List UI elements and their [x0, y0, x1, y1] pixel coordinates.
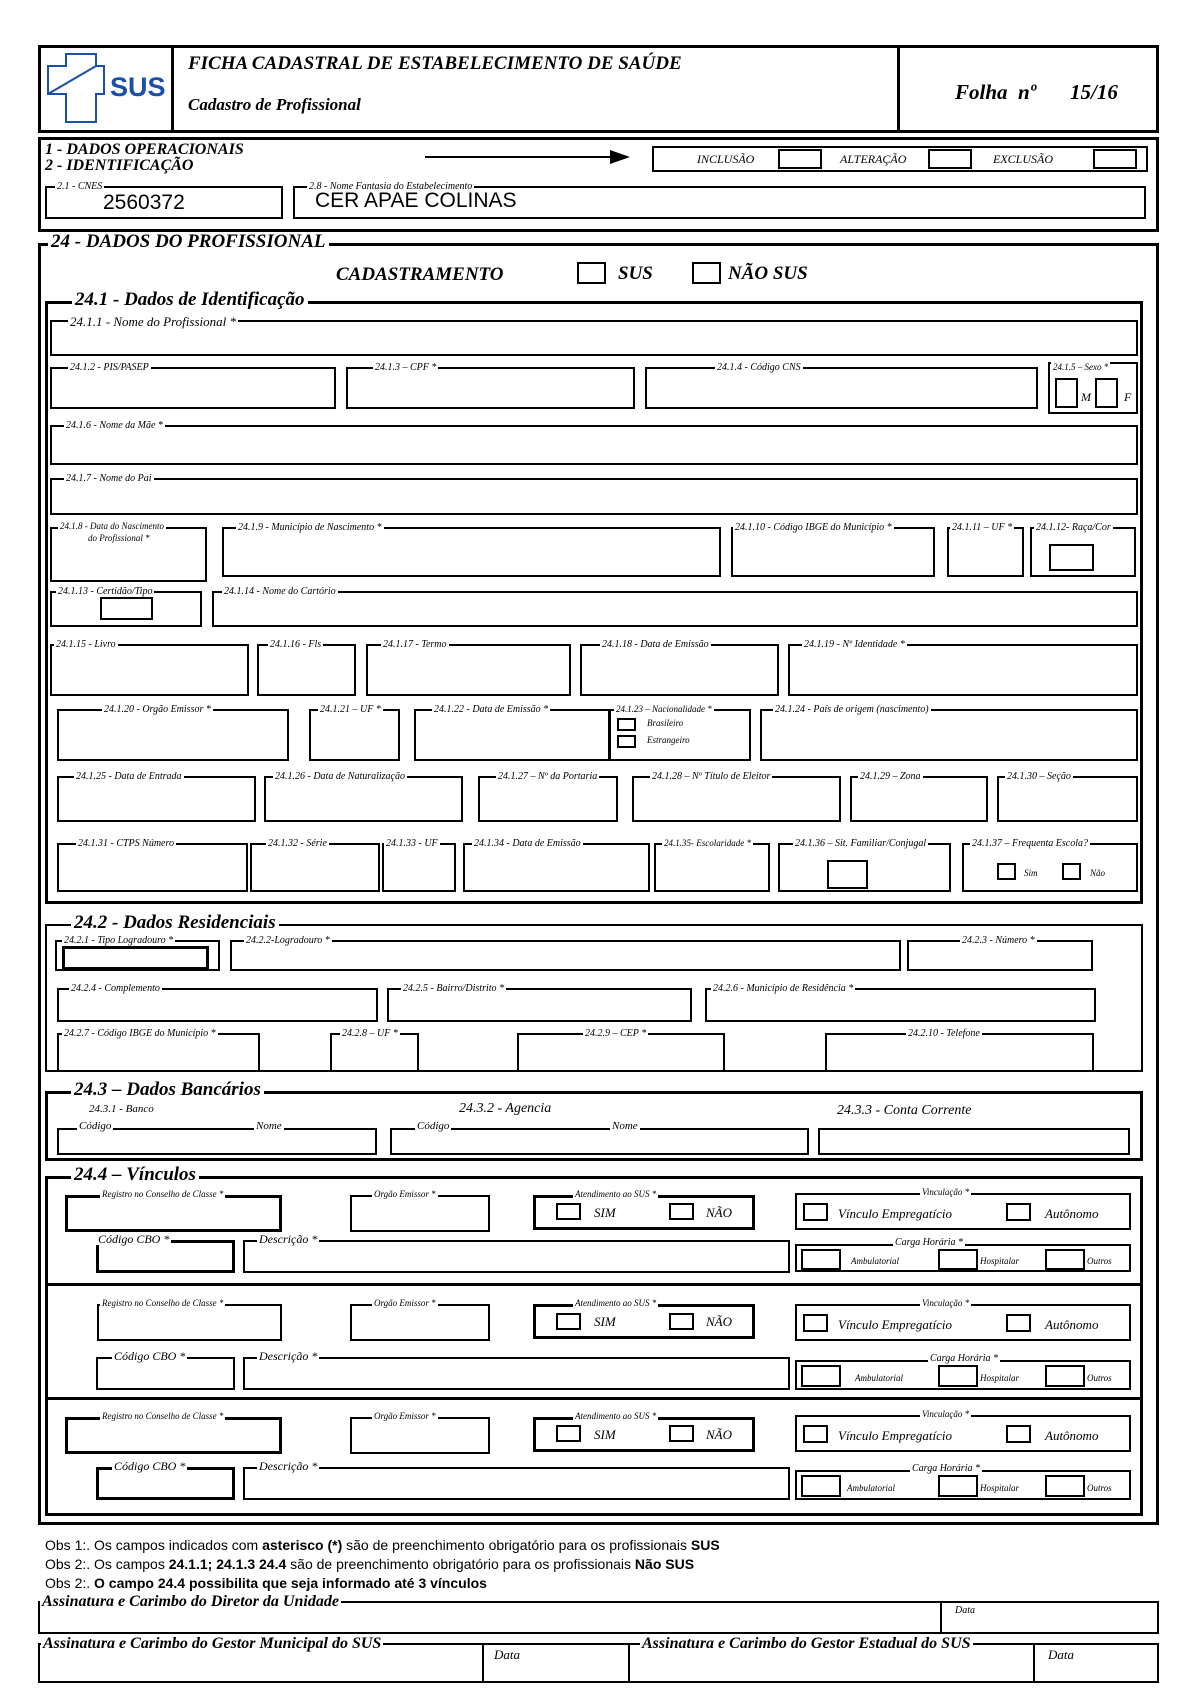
vinculo-3-sus-sim-label: SIM [594, 1427, 616, 1442]
nome-pai-label: 24.1.7 - Nome do Pai [66, 473, 152, 484]
frequenta-escola-sim-checkbox[interactable] [997, 863, 1016, 880]
uf-identidade-field[interactable] [309, 709, 400, 761]
numero-label: 24.2.3 - Número * [962, 935, 1035, 946]
brasileiro-checkbox[interactable] [617, 718, 636, 731]
ctps-data-emissao-field[interactable] [463, 843, 650, 892]
vinculo-3-atendimento-label: Atendimento ao SUS * [575, 1411, 657, 1421]
logradouro-label: 24.2.2-Logradouro * [246, 935, 330, 946]
ctps-serie-field[interactable] [250, 843, 380, 892]
vinculo-3-sus-nao-checkbox[interactable] [669, 1425, 694, 1442]
vinculo-2-vinculacao-label: Vinculação * [922, 1298, 970, 1308]
cadastramento-label: CADASTRAMENTO [336, 264, 504, 285]
vinculo-1-sus-nao-checkbox[interactable] [669, 1203, 694, 1220]
cpf-field[interactable] [346, 367, 635, 409]
ctps-numero-field[interactable] [57, 843, 248, 892]
certidao-tipo-label: 24.1.13 - Certidão/Tipo [58, 586, 153, 597]
raca-cor-label: 24.1.12- Raça/Cor [1036, 522, 1111, 533]
frequenta-escola-box [962, 843, 1138, 892]
tipo-logradouro-label: 24.2.1 - Tipo Logradouro * [64, 935, 174, 946]
vinculo-3-autonomo-checkbox[interactable] [1006, 1425, 1031, 1443]
bancarios-title: 24.3 – Dados Bancários [71, 1080, 264, 1100]
identification-title: 2 - IDENTIFICAÇÃO [45, 157, 194, 174]
gestor-estadual-date-label: Data [1048, 1647, 1074, 1662]
vinculo-3-sus-nao-label: NÃO [706, 1427, 732, 1442]
vinculo-2-sus-sim-label: SIM [594, 1314, 616, 1329]
vinculo-3-descricao-field[interactable] [243, 1467, 790, 1500]
obs-1 [45, 1537, 720, 1553]
titulo-eleitor-label: 24.1.28 – Nº Título de Eleitor [652, 771, 771, 782]
pis-pasep-label: 24.1.2 - PIS/PASEP [70, 362, 149, 373]
obs-3 [45, 1575, 487, 1591]
vinculo-divider-2 [45, 1397, 1143, 1400]
vinculo-2-registro-label: Registro no Conselho de Classe * [102, 1298, 224, 1308]
vinculo-1-orgao-label: Orgão Emissor * [374, 1189, 436, 1199]
vinculo-1-sus-nao-label: NÃO [706, 1205, 732, 1220]
escolaridade-field[interactable] [654, 843, 770, 892]
nome-fantasia-label: 2.8 - Nome Fantasia do Estabelecimento [309, 181, 473, 192]
ctps-uf-field[interactable] [382, 843, 456, 892]
nome-profissional-label: 24.1.1 - Nome do Profissional * [70, 314, 236, 329]
gestor-municipal-date-divider [482, 1643, 484, 1683]
form-subtitle: Cadastro de Profissional [188, 95, 361, 114]
vinculo-2-atendimento-label: Atendimento ao SUS * [575, 1298, 657, 1308]
vinculo-3-registro-field[interactable] [65, 1417, 282, 1454]
vinculo-1-outros-checkbox[interactable] [1045, 1249, 1085, 1270]
certidao-tipo-input[interactable] [100, 597, 153, 620]
profissional-section-title: 24 - DADOS DO PROFISSIONAL [48, 232, 329, 252]
vinculo-1-registro-field[interactable] [65, 1195, 282, 1232]
obs-3-text-a: Obs 2:. [45, 1575, 95, 1591]
vinculo-1-outros-label: Outros [1087, 1256, 1112, 1266]
cnes-value: 2560372 [103, 191, 185, 214]
inclusao-label: INCLUSÃO [697, 152, 755, 166]
nome-mae-field[interactable] [50, 425, 1138, 465]
nome-pai-field[interactable] [50, 478, 1138, 515]
alteracao-checkbox[interactable] [928, 149, 972, 169]
situacao-familiar-label: 24.1.36 – Sit. Familiar/Conjugal [795, 838, 927, 849]
complemento-label: 24.2.4 - Complemento [71, 983, 160, 994]
vinculo-3-outros-label: Outros [1087, 1483, 1112, 1493]
sexo-m-checkbox[interactable] [1055, 378, 1078, 408]
vinculo-1-orgao-field[interactable] [350, 1195, 490, 1232]
vinculo-3-orgao-field[interactable] [350, 1417, 490, 1454]
vinculo-2-empregaticio-checkbox[interactable] [803, 1314, 828, 1332]
conta-corrente-label: 24.3.3 - Conta Corrente [837, 1103, 972, 1118]
form-title: FICHA CADASTRAL DE ESTABELECIMENTO DE SAÚDE [188, 53, 682, 74]
vinculo-2-autonomo-checkbox[interactable] [1006, 1314, 1031, 1332]
uf-nascimento-field[interactable] [947, 527, 1024, 577]
vinculo-2-empregaticio-label: Vínculo Empregatício [838, 1317, 952, 1332]
bairro-label: 24.2.5 - Bairro/Distrito * [403, 983, 505, 994]
codigo-ibge-residencia-label: 24.2.7 - Código IBGE do Município * [64, 1028, 216, 1039]
orgao-emissor-identidade-label: 24.1.20 - Orgão Emissor * [104, 704, 211, 715]
raca-cor-input[interactable] [1049, 544, 1094, 571]
agencia-field[interactable] [390, 1128, 809, 1155]
folha-label: Folha nº [955, 80, 1036, 104]
nome-cartorio-field[interactable] [212, 591, 1138, 627]
vinculo-1-empregaticio-label: Vínculo Empregatício [838, 1206, 952, 1221]
situacao-familiar-input[interactable] [827, 860, 868, 889]
diretor-date-divider [940, 1601, 942, 1634]
banco-label: 24.3.1 - Banco [89, 1103, 154, 1115]
vinculo-3-ambulatorial-checkbox[interactable] [801, 1475, 841, 1497]
vinculo-2-carga-label: Carga Horária * [930, 1353, 998, 1364]
ctps-data-emissao-label: 24.1.34 - Data de Emissão [474, 838, 581, 849]
cnes-label: 2.1 - CNES [57, 181, 103, 192]
obs-2-text-c: são de preenchimento obrigatório para os profissionais [286, 1556, 635, 1572]
estrangeiro-checkbox[interactable] [617, 735, 636, 748]
vinculo-3-carga-label: Carga Horária * [912, 1463, 980, 1474]
vinculo-1-cbo-label: Código CBO * [98, 1232, 170, 1246]
obs-1-text-b: asterisco (*) [262, 1537, 343, 1553]
agencia-label: 24.3.2 - Agencia [459, 1101, 552, 1116]
header-folha-divider [897, 45, 900, 133]
data-emissao-identidade-label: 24.1.22 - Data de Emissão * [434, 704, 549, 715]
sus-label: SUS [618, 263, 653, 284]
agencia-nome-label: Nome [612, 1120, 638, 1132]
sus-checkbox[interactable] [577, 262, 606, 284]
vinculo-3-hospitalar-checkbox[interactable] [938, 1475, 978, 1497]
vinculo-1-sus-sim-checkbox[interactable] [556, 1203, 581, 1220]
codigo-ibge-nascimento-label: 24.1.10 - Código IBGE do Município * [735, 522, 892, 533]
fls-label: 24.1.16 - Fls [270, 639, 322, 650]
data-emissao-certidao-field[interactable] [580, 644, 779, 696]
data-nascimento-label-2: do Profissional * [88, 533, 150, 543]
vinculo-2-orgao-field[interactable] [350, 1304, 490, 1341]
vinculo-2-ambulatorial-label: Ambulatorial [855, 1373, 904, 1383]
vinculo-3-descricao-label: Descrição * [259, 1459, 318, 1473]
fls-field[interactable] [257, 644, 356, 696]
residenciais-title: 24.2 - Dados Residenciais [71, 913, 279, 933]
vinculo-2-hospitalar-checkbox[interactable] [938, 1365, 978, 1387]
vinculo-1-carga-label: Carga Horária * [895, 1237, 963, 1248]
obs-2-text-d: Não SUS [634, 1556, 695, 1572]
vinculo-1-descricao-field[interactable] [243, 1240, 790, 1273]
zona-field[interactable] [850, 776, 988, 822]
banco-field[interactable] [57, 1128, 377, 1155]
nao-sus-checkbox[interactable] [692, 262, 721, 284]
vinculo-2-sus-nao-checkbox[interactable] [669, 1313, 694, 1330]
vinculo-2-cbo-label: Código CBO * [114, 1349, 186, 1363]
cpf-label: 24.1.3 – CPF * [375, 362, 437, 373]
gestor-estadual-signature-label: Assinatura e Carimbo do Gestor Estadual do SUS [642, 1635, 971, 1652]
gestor-municipal-signature-label: Assinatura e Carimbo do Gestor Municipal do SUS [43, 1635, 382, 1652]
uf-residencia-label: 24.2.8 – UF * [342, 1028, 398, 1039]
secao-field[interactable] [997, 776, 1138, 822]
vinculo-1-hospitalar-label: Hospitalar [980, 1256, 1020, 1266]
codigo-cns-label: 24.1.4 - Código CNS [717, 362, 801, 373]
secao-label: 24.1.30 – Seção [1007, 771, 1071, 782]
numero-portaria-field[interactable] [478, 776, 618, 822]
estrangeiro-label: Estrangeiro [647, 735, 690, 745]
vinculo-3-empregaticio-label: Vínculo Empregatício [838, 1428, 952, 1443]
identidade-label: 24.1.19 - Nº Identidade * [804, 639, 905, 650]
diretor-signature-label: Assinatura e Carimbo do Diretor da Unidade [42, 1593, 339, 1610]
vinculo-1-sus-sim-label: SIM [594, 1205, 616, 1220]
vinculo-1-empregaticio-checkbox[interactable] [803, 1203, 828, 1221]
escolaridade-label: 24.1.35- Escolaridade * [664, 838, 751, 848]
nao-sus-label: NÃO SUS [728, 263, 808, 284]
pais-origem-field[interactable] [760, 709, 1138, 761]
vinculo-1-descricao-label: Descrição * [259, 1232, 318, 1246]
vinculo-3-ambulatorial-label: Ambulatorial [847, 1483, 896, 1493]
identidade-field[interactable] [788, 644, 1138, 696]
frequenta-escola-nao-label: Não [1090, 868, 1106, 878]
exclusao-label: EXCLUSÃO [993, 152, 1053, 166]
vinculo-2-outros-label: Outros [1087, 1373, 1112, 1383]
ctps-numero-label: 24.1.31 - CTPS Número [78, 838, 175, 849]
data-entrada-label: 24.1.25 - Data de Entrada [76, 771, 182, 782]
vinculo-2-autonomo-label: Autônomo [1045, 1317, 1099, 1332]
obs-1-text-a: Obs 1:. Os campos indicados com [45, 1537, 263, 1553]
exclusao-checkbox[interactable] [1093, 149, 1137, 169]
vinculo-2-registro-field[interactable] [97, 1304, 282, 1341]
livro-field[interactable] [50, 644, 249, 696]
header-logo-divider [171, 45, 174, 133]
orgao-emissor-identidade-field[interactable] [57, 709, 289, 761]
identificacao-title: 24.1 - Dados de Identificação [72, 290, 308, 310]
cep-label: 24.2.9 – CEP * [585, 1028, 647, 1039]
frequenta-escola-label: 24.1.37 – Frequenta Escola? [972, 838, 1089, 849]
gestor-estadual-date-divider [1033, 1643, 1035, 1683]
operational-title: 1 - DADOS OPERACIONAIS [45, 141, 244, 158]
sus-logo [44, 50, 168, 128]
numero-portaria-label: 24.1.27 – Nº da Portaria [498, 771, 598, 782]
data-naturalizacao-field[interactable] [264, 776, 463, 822]
data-emissao-certidao-label: 24.1.18 - Data de Emissão [602, 639, 709, 650]
vinculo-2-descricao-label: Descrição * [259, 1349, 318, 1363]
vinculo-3-registro-label: Registro no Conselho de Classe * [102, 1411, 224, 1421]
obs-1-text-c: são de preenchimento obrigatório para os profissionais [342, 1537, 691, 1553]
sexo-f-checkbox[interactable] [1095, 378, 1118, 408]
data-naturalizacao-label: 24.1.26 - Data de Naturalização [275, 771, 405, 782]
vinculo-2-descricao-field[interactable] [243, 1357, 790, 1390]
municipio-nascimento-label: 24.1.9 - Município de Nascimento * [238, 522, 382, 533]
vinculo-1-atendimento-label: Atendimento ao SUS * [575, 1189, 657, 1199]
obs-2 [45, 1556, 694, 1572]
conta-corrente-field[interactable] [818, 1128, 1130, 1155]
tipo-logradouro-input[interactable] [62, 946, 209, 970]
nacionalidade-label: 24.1.23 – Nacionalidade * [616, 704, 712, 714]
vinculo-2-hospitalar-label: Hospitalar [980, 1373, 1020, 1383]
vinculo-3-vinculacao-label: Vinculação * [922, 1409, 970, 1419]
termo-label: 24.1.17 - Termo [383, 639, 447, 650]
obs-2-text-a: Obs 2:. Os campos [45, 1556, 169, 1572]
sexo-label: 24.1.5 – Sexo * [1053, 362, 1109, 372]
vinculo-1-ambulatorial-checkbox[interactable] [801, 1249, 841, 1270]
agencia-codigo-label: Código [417, 1120, 450, 1132]
titulo-eleitor-field[interactable] [632, 776, 841, 822]
vinculo-3-autonomo-label: Autônomo [1045, 1428, 1099, 1443]
vinculo-3-sus-sim-checkbox[interactable] [556, 1425, 581, 1442]
municipio-residencia-label: 24.2.6 - Município de Residência * [713, 983, 854, 994]
obs-1-text-d: SUS [690, 1537, 720, 1553]
ctps-serie-label: 24.1.32 - Série [268, 838, 327, 849]
brasileiro-label: Brasileiro [647, 718, 684, 728]
gestor-municipal-date-label: Data [494, 1647, 520, 1662]
termo-field[interactable] [366, 644, 571, 696]
frequenta-escola-sim-label: Sim [1024, 868, 1038, 878]
sexo-f-label: F [1124, 390, 1132, 404]
obs-3-text-b: O campo 24.4 possibilita que seja informado até 3 vínculos [94, 1575, 487, 1591]
data-nascimento-label: 24.1.8 - Data do Nascimento [60, 521, 164, 531]
pis-pasep-field[interactable] [50, 367, 336, 409]
zona-label: 24.1.29 – Zona [860, 771, 921, 782]
nome-fantasia-value: CER APAE COLINAS [315, 189, 517, 212]
vinculo-2-sus-sim-checkbox[interactable] [556, 1313, 581, 1330]
municipio-nascimento-field[interactable] [222, 527, 721, 577]
banco-codigo-label: Código [79, 1120, 112, 1132]
vinculo-1-autonomo-checkbox[interactable] [1006, 1203, 1031, 1221]
pais-origem-label: 24.1.24 - País de origem (nascimento) [775, 704, 929, 715]
vinculo-2-orgao-label: Orgão Emissor * [374, 1298, 436, 1308]
frequenta-escola-nao-checkbox[interactable] [1062, 863, 1081, 880]
codigo-ibge-nascimento-field[interactable] [731, 527, 935, 577]
vinculo-3-hospitalar-label: Hospitalar [980, 1483, 1020, 1493]
vinculos-title: 24.4 – Vínculos [71, 1165, 199, 1185]
ctps-uf-label: 24.1.33 - UF [386, 838, 438, 849]
vinculo-1-vinculacao-label: Vinculação * [922, 1187, 970, 1197]
vinculo-3-orgao-label: Orgão Emissor * [374, 1411, 436, 1421]
obs-2-text-b: 24.1.1; 24.1.3 24.4 [168, 1556, 287, 1572]
sexo-m-label: M [1081, 390, 1091, 404]
banco-nome-label: Nome [256, 1120, 282, 1132]
vinculo-2-ambulatorial-checkbox[interactable] [801, 1365, 841, 1387]
diretor-date-label: Data [955, 1605, 975, 1616]
uf-nascimento-label: 24.1.11 – UF * [952, 522, 1013, 533]
vinculo-1-registro-label: Registro no Conselho de Classe * [102, 1189, 224, 1199]
data-emissao-identidade-field[interactable] [414, 709, 610, 761]
folha-value: 15/16 [1070, 80, 1118, 104]
vinculo-1-hospitalar-checkbox[interactable] [938, 1249, 978, 1270]
inclusao-checkbox[interactable] [778, 149, 822, 169]
vinculo-3-cbo-label: Código CBO * [114, 1459, 186, 1473]
vinculo-1-autonomo-label: Autônomo [1045, 1206, 1099, 1221]
arrow-icon [425, 150, 630, 164]
codigo-cns-field[interactable] [645, 367, 1038, 409]
vinculo-2-sus-nao-label: NÃO [706, 1314, 732, 1329]
vinculo-3-empregaticio-checkbox[interactable] [803, 1425, 828, 1443]
sus-logo-text: SUS [110, 72, 166, 102]
data-entrada-field[interactable] [57, 776, 256, 822]
vinculo-2-outros-checkbox[interactable] [1045, 1365, 1085, 1387]
vinculo-1-ambulatorial-label: Ambulatorial [851, 1256, 900, 1266]
vinculo-3-outros-checkbox[interactable] [1045, 1475, 1085, 1497]
vinculo-divider-1 [45, 1283, 1143, 1286]
livro-label: 24.1.15 - Livro [56, 639, 116, 650]
telefone-label: 24.2.10 - Telefone [908, 1028, 980, 1039]
nome-cartorio-label: 24.1.14 - Nome do Cartório [224, 586, 336, 597]
alteracao-label: ALTERAÇÃO [840, 152, 907, 166]
nome-mae-label: 24.1.6 - Nome da Mãe * [66, 420, 163, 431]
uf-identidade-label: 24.1.21 – UF * [320, 704, 381, 715]
